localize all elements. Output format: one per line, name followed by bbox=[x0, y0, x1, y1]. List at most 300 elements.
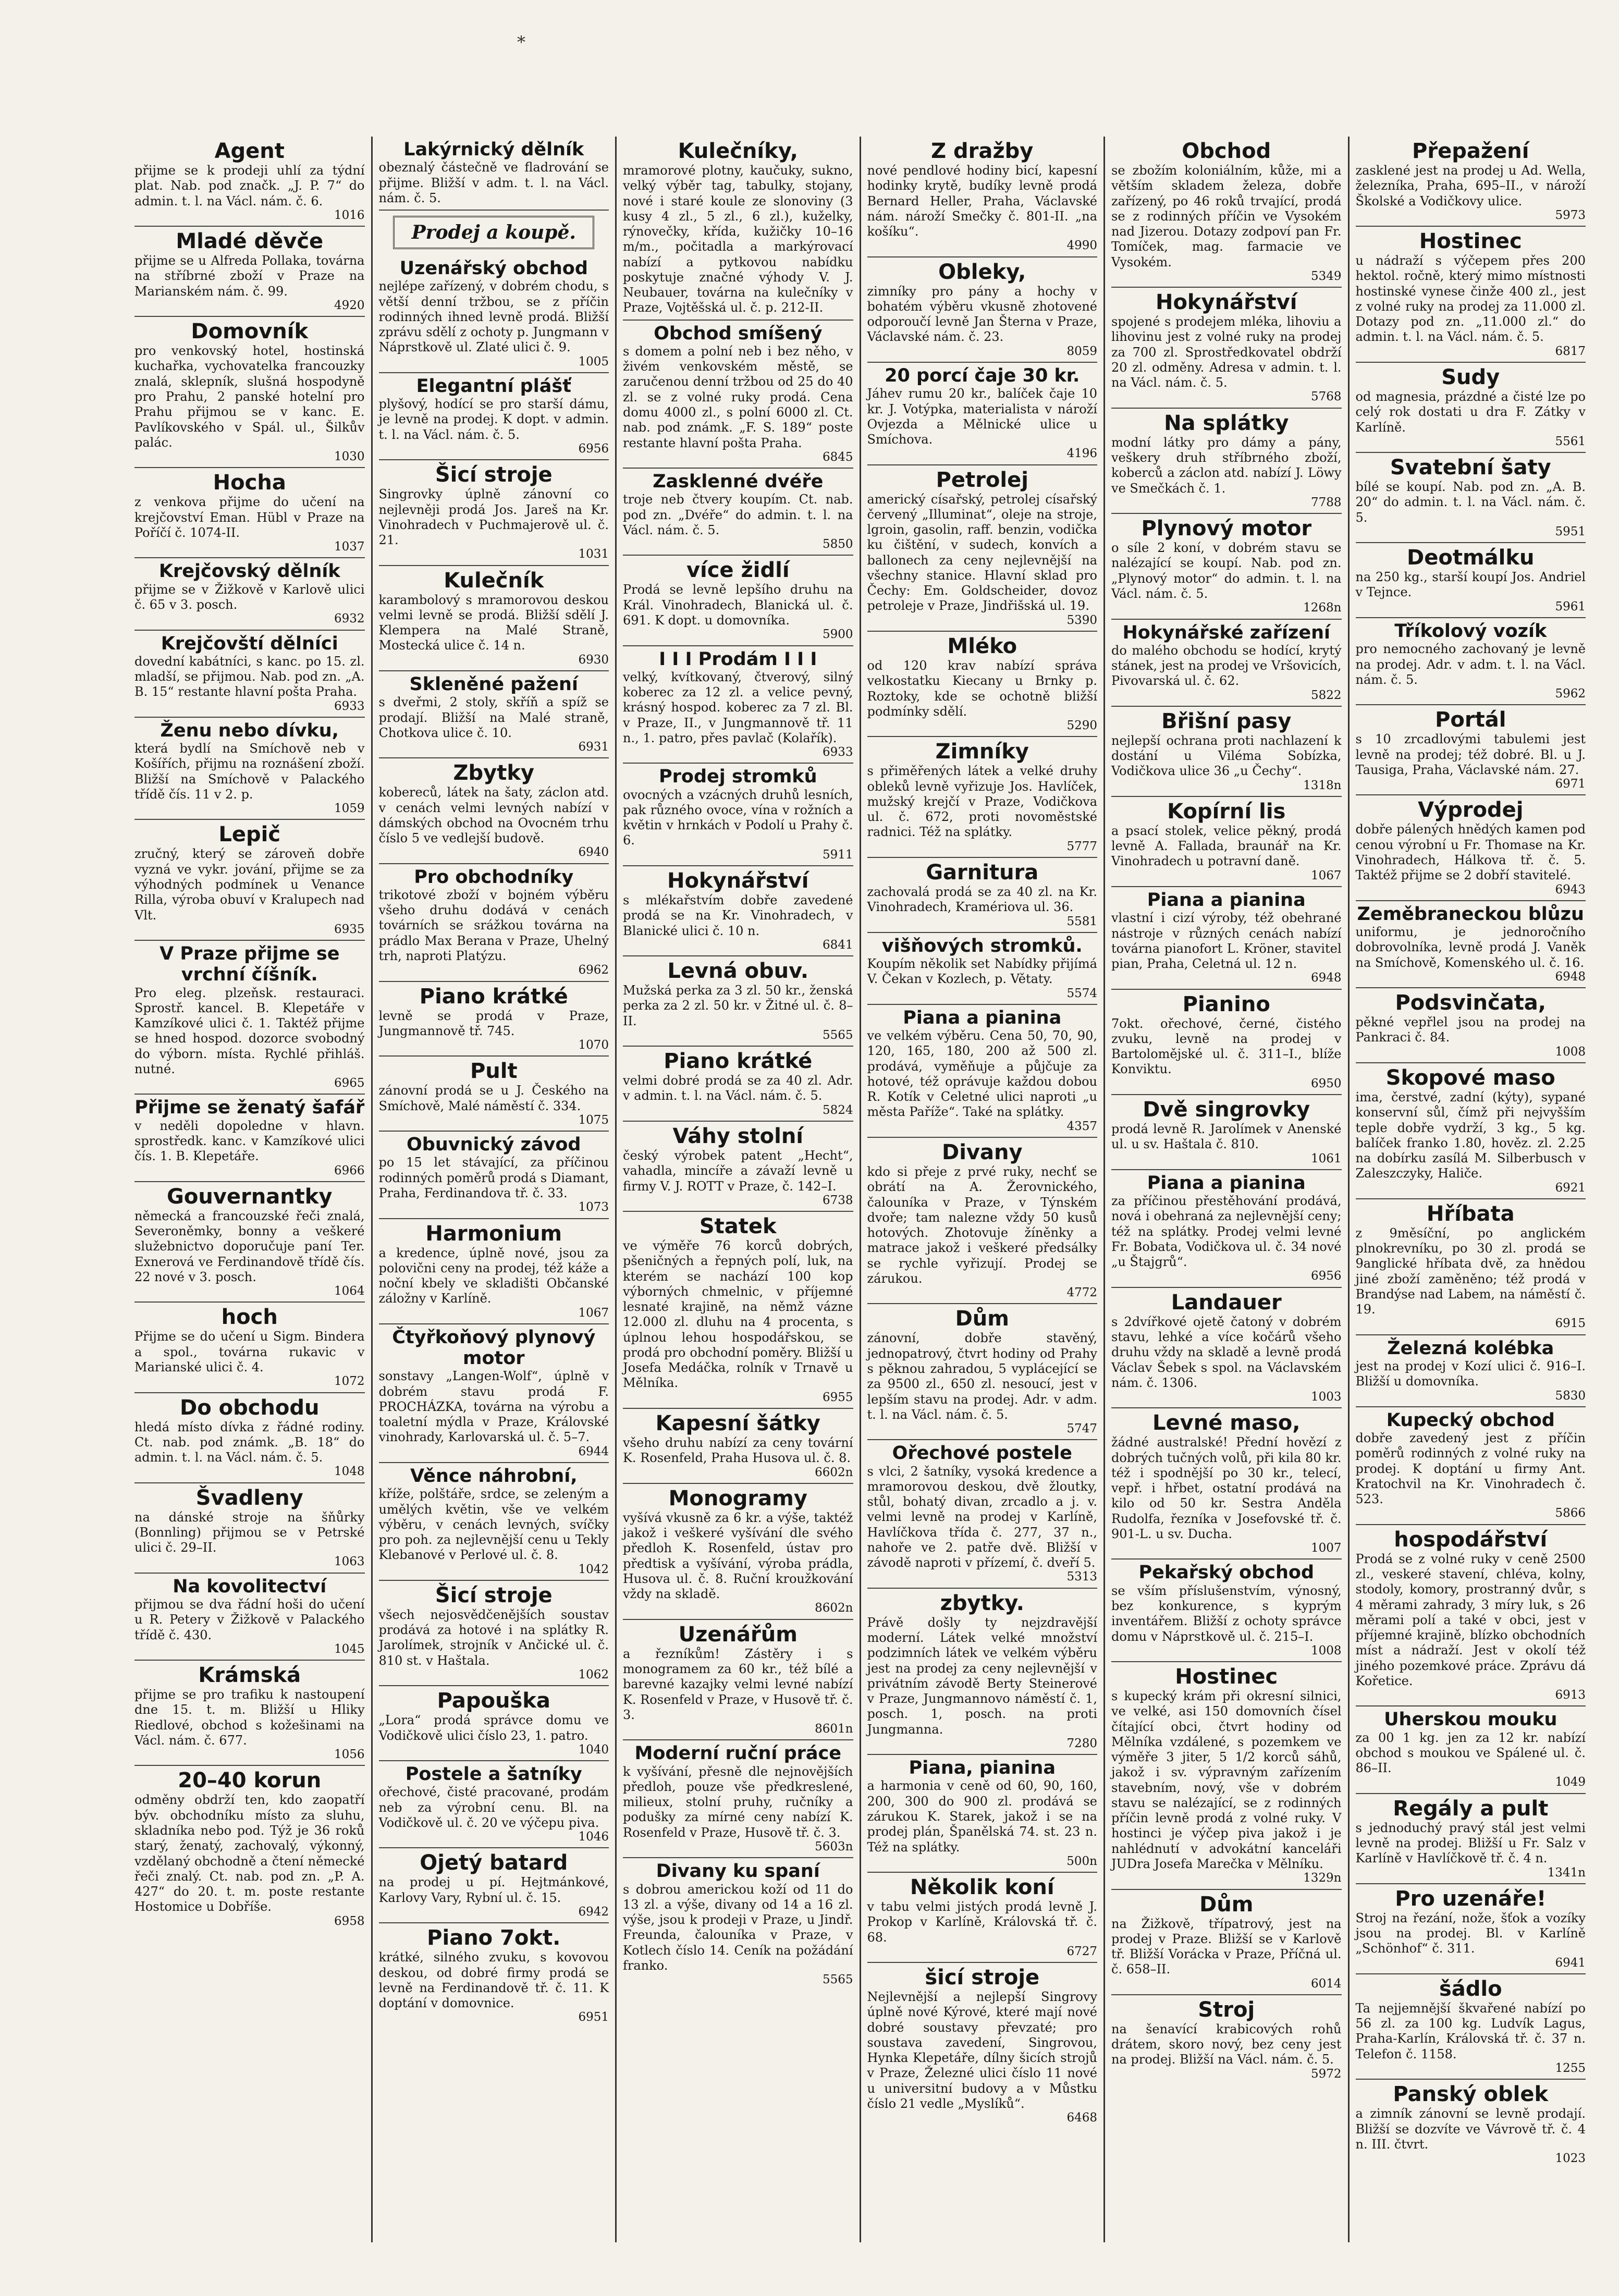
ad-text: od 120 krav nabízí správa velkostatku Kiecany u Brnky p. Roztoky, kde se ochotně bližší podmínky sdělí. bbox=[867, 658, 1097, 719]
ad-text: přijme se u Alfreda Pollaka, továrna na stříbrné zboží v Praze na Marianském nám. č. 99. bbox=[134, 253, 365, 299]
classified-ad bbox=[623, 1740, 853, 1858]
classified-ad bbox=[379, 1923, 609, 2028]
ad-title: Pianino bbox=[1182, 992, 1270, 1016]
ad-text: jest na prodej v Kozí ulici č. 916–I. Bližší u domovníka. bbox=[1355, 1359, 1586, 1389]
classified-ad bbox=[1356, 1407, 1586, 1525]
classified-ad bbox=[867, 1005, 1098, 1138]
classified-ad bbox=[134, 1182, 365, 1303]
ad-title: Domovník bbox=[191, 320, 309, 344]
ad-number: 1005 bbox=[578, 354, 609, 369]
ad-number: 1046 bbox=[578, 1830, 609, 1844]
ad-title: Papouška bbox=[437, 1689, 550, 1713]
ad-text: Singrovky úplně zánovní co nejlevněji prodá Jos. Jareš na Kr. Vinohradech v Puchmajerově ul. č. 21. bbox=[378, 487, 609, 548]
ad-text: velmi dobré prodá se za 40 zl. Adr. v admin. t. l. na Václ. nám. č. 5. bbox=[623, 1073, 853, 1103]
ad-number: 5972 bbox=[1310, 2067, 1342, 2081]
classified-ad bbox=[1356, 1525, 1586, 1707]
ad-text: přijme se v Žižkově v Karlově ulici č. 65 v 3. posch. bbox=[134, 582, 365, 612]
classified-ad bbox=[134, 227, 365, 317]
classified-ad bbox=[867, 1440, 1098, 1588]
ad-number: 1062 bbox=[578, 1667, 609, 1681]
ad-number: 8059 bbox=[1066, 344, 1097, 358]
classified-ad bbox=[623, 1858, 853, 1990]
ad-title: Tříkolový vozík bbox=[1394, 621, 1547, 642]
ad-title: Levná obuv. bbox=[667, 959, 809, 984]
classified-ad bbox=[1111, 288, 1342, 409]
ad-number: 1329n bbox=[1303, 1871, 1342, 1885]
ad-number: 6950 bbox=[1310, 1076, 1342, 1090]
classified-ad bbox=[623, 1620, 853, 1741]
section-rubric: Prodej a koupě. bbox=[393, 216, 594, 249]
ad-text: plyšový, hodící se pro starší dámu, je levně na prodej. K dopt. v admin. t. l. na Václ. nám. č. 5. bbox=[378, 397, 609, 442]
classified-ad bbox=[134, 1393, 365, 1483]
ad-title: Kapesní šátky bbox=[655, 1411, 820, 1436]
ad-title: Pekařský obchod bbox=[1138, 1562, 1315, 1583]
ad-text: na Žižkově, třípatrový, jest na prodej v Praze. Bližší se v Karlově tř. Bližší Vorácka v Praze, Příčná ul. č. 658–II. bbox=[1111, 1916, 1342, 1977]
ad-number: 5777 bbox=[1066, 839, 1097, 853]
classified-ad bbox=[1111, 137, 1342, 288]
ad-number: 6962 bbox=[578, 963, 609, 977]
classified-ad bbox=[1356, 1884, 1586, 1974]
classified-ad bbox=[867, 257, 1098, 363]
ad-title: Kulečníky, bbox=[678, 139, 798, 163]
ad-number: 5900 bbox=[822, 628, 853, 642]
ad-number: 1061 bbox=[1310, 1151, 1342, 1165]
ad-title: Lepič bbox=[218, 822, 281, 847]
classified-ad bbox=[623, 646, 853, 764]
ad-number: 1016 bbox=[334, 208, 365, 222]
ad-text: zachovalá prodá se za 40 zl. na Kr. Vinohradech, Kramériova ul. 36. bbox=[867, 885, 1097, 915]
ad-text: ve výměře 76 korců dobrých, pšeničných a řepných polí, luk, na kterém se nachází 100 kop výborných chmelnic, v příjemné lesnaté krajině, na němž vázne 12.000 zl. dluhu na 4 procenta, s úplnou lehou hospodářskou, se prodá pro obchodní poměry. Bližší u Josefa Medáčka, rolník v Trnavě u Mělníka. bbox=[623, 1238, 853, 1391]
classified-ad bbox=[379, 1581, 609, 1686]
ad-text: mramorové plotny, kaučuky, sukno, velký výběr tag, tabulky, stojany, nové i staré koule ze slonoviny (3 kusy 4 zl., 5 zl., 6 zl.), kuželky, rýnovečky, křída, kužičky 10–16 m/m., počitadla a markýrovací nabízí a pytkovou nabídku poskytuje značné výhody V. J. Neubauer, továrna na kulečníky v Praze, Vojtěšská ul. č. p. 212-II. bbox=[623, 163, 853, 315]
ad-number: 6966 bbox=[334, 1163, 365, 1177]
ad-number: 5961 bbox=[1555, 599, 1586, 613]
ad-number: 6468 bbox=[1066, 2111, 1097, 2125]
ad-text: s 10 zrcadlovými tabulemi jest levně na prodej; též dobré. Bl. u J. Tausiga, Praha, Václavské nám. 27. bbox=[1355, 732, 1586, 777]
ad-title: šicí stroje bbox=[925, 1966, 1040, 1990]
classified-ad bbox=[379, 373, 609, 460]
ad-text: s jednoduchý pravý stál jest velmi levně na prodej. Bližší u Fr. Salz v Karlíně v Havlíčkově tř. č. 4 n. bbox=[1355, 1820, 1586, 1866]
ad-number: 4357 bbox=[1066, 1119, 1097, 1133]
classified-ad bbox=[379, 1132, 609, 1219]
ad-title: Landauer bbox=[1171, 1290, 1282, 1315]
classified-ad bbox=[1111, 990, 1342, 1095]
ad-title: Hokynářství bbox=[667, 868, 809, 893]
ad-text: Přijme se do učení u Sigm. Bindera a spol., továrna rukavic v Marianské ulici č. 4. bbox=[134, 1329, 365, 1374]
ad-title: Z dražby bbox=[931, 139, 1034, 163]
ad-title: višňových stromků. bbox=[881, 935, 1083, 956]
ad-title: Dvě singrovky bbox=[1143, 1098, 1310, 1122]
classified-ad bbox=[379, 982, 609, 1057]
ad-text: Právě došly ty nejzdravější moderní. Látek velké množství podzimních látek ve velkém výběru jest na prodej za ceny nejlevnější v privátním závodě Berty Steinerové v Praze, Jungmannovo náměstí č. 1, posch. 1, posch. na proti Jungmanna. bbox=[867, 1615, 1097, 1737]
ad-title: zbytky. bbox=[940, 1591, 1024, 1615]
ad-title: Zimníky bbox=[935, 740, 1029, 764]
ad-title: Ženu nebo dívku, bbox=[160, 720, 339, 741]
ad-number: 5830 bbox=[1555, 1389, 1586, 1403]
ad-number: 1067 bbox=[578, 1306, 609, 1320]
classified-ad bbox=[379, 255, 609, 373]
classified-ad bbox=[623, 764, 853, 866]
ad-text: žádné australské! Přední hovězí z dobrých tučných volů, při kila 80 kr. též i spodnější po 30 kr., telecí, vepř. i hřbet, ostatní prodává na kilo od 50 kr. Sestra Anděla Rudolfa, řezníka v Josefovské tř. č. 901-L. u sv. Ducha. bbox=[1111, 1435, 1342, 1541]
ad-title: Váhy stolní bbox=[672, 1124, 804, 1148]
ad-title: Svatební šaty bbox=[1390, 456, 1551, 480]
ad-text: a zimník zánovní se levně prodají. Bližší se dozvíte ve Vávrově tř. č. 4 n. III. čtvrt. bbox=[1355, 2106, 1586, 2152]
classified-ad bbox=[867, 1304, 1098, 1440]
ad-text: všeho druhu nabízí za ceny tovární K. Rosenfeld, Praha Husova ul. č. 8. bbox=[623, 1435, 853, 1466]
ad-number: 6948 bbox=[1555, 969, 1586, 984]
classified-ad bbox=[1356, 705, 1586, 795]
ad-number: 6935 bbox=[334, 922, 365, 936]
ad-text: u nádraží s výčepem přes 200 hektol. ročně, který mimo místnosti hostinské vynese činže 400 zl., jest z volné ruky na prodej za 11.000 zl. Dotazy pod zn. „11.000 zl.“ do admin. t. l. na Václ. nám. č. 5. bbox=[1355, 253, 1586, 345]
ad-number: 5313 bbox=[1066, 1570, 1097, 1584]
column-3 bbox=[615, 137, 860, 2242]
classified-ad bbox=[867, 1589, 1098, 1755]
ad-title: Hříbata bbox=[1426, 1201, 1515, 1226]
classified-ad bbox=[1356, 363, 1586, 453]
ad-text: prodá levně R. Jarolímek v Anenské ul. u sv. Haštala č. 810. bbox=[1111, 1122, 1342, 1152]
classified-ad bbox=[1356, 1335, 1586, 1407]
ad-text: odměny obdrží ten, kdo zaopatří býv. obchodníku místo za sluhu, skladníka nebo pod. Týž je 36 roků starý, ženatý, zachovalý, výkonný, vzdělaný obchodně a čtení německé řeči znalý. Ct. nab. pod zn. „P. A. 427“ do 20. t. m. poste restante Hostomice u Dobříše. bbox=[134, 1792, 365, 1914]
ad-number: 6932 bbox=[334, 612, 365, 626]
ad-number: 1070 bbox=[578, 1038, 609, 1052]
ad-text: s přiměřených látek a velké druhy obleků levně vyřizuje Jos. Havlíček, mužský krejčí v Praze, Vodičkova ul. č. 672, proti novoměstské radnici. Též na splátky. bbox=[867, 764, 1097, 840]
classified-ad bbox=[134, 1095, 365, 1182]
ad-text: Stroj na řezání, nože, šťok a vozíky jsou na prodej. Bl. v Karlíně „Schönhof“ č. 311. bbox=[1355, 1910, 1586, 1956]
ad-text: přijme se k prodeji uhlí za týdní plat. Nab. pod značk. „J. P. 7“ do admin. t. l. na Václ. nám. č. 6. bbox=[134, 163, 365, 208]
ad-number: 1007 bbox=[1310, 1541, 1342, 1555]
ad-title: hospodářství bbox=[1394, 1527, 1548, 1552]
ad-title: Prodej stromků bbox=[659, 766, 817, 788]
classified-ad bbox=[867, 465, 1098, 632]
ad-number: 1037 bbox=[334, 540, 365, 554]
classified-ad bbox=[1111, 887, 1342, 990]
ad-title: Kulečník bbox=[444, 568, 544, 593]
classified-ad bbox=[867, 737, 1098, 858]
column-5 bbox=[1103, 137, 1348, 2242]
ad-number: 6014 bbox=[1310, 1976, 1342, 1991]
ad-number: 6951 bbox=[578, 2010, 609, 2024]
classified-ad bbox=[379, 1761, 609, 1848]
ad-text: český výrobek patent „Hecht“, vahadla, mincíře a závaží levně u firmy V. J. ROTT v Praze, č. 142–I. bbox=[623, 1148, 853, 1194]
ad-number: 1008 bbox=[1310, 1643, 1342, 1657]
ad-title: Dům bbox=[955, 1307, 1009, 1331]
ad-title: Ojetý batard bbox=[420, 1851, 568, 1875]
classified-ad bbox=[134, 1661, 365, 1766]
ad-title: Petrolej bbox=[936, 468, 1028, 492]
ad-text: levně se prodá v Praze, Jungmannově tř. 745. bbox=[378, 1008, 609, 1038]
classified-ad bbox=[867, 1873, 1098, 1963]
ad-number: 500n bbox=[1066, 1854, 1097, 1868]
ad-title: více židlí bbox=[686, 558, 790, 583]
ad-text: Pro eleg. plzeňsk. restauraci. Sprostř. kancel. B. Klepetáře v Kamzíkové ulici č. 1. Taktéž přijme se hned hospod. dozorce svobodný do výborn. místa. Rychlé přihláš. nutné. bbox=[134, 985, 365, 1076]
ad-number: 5850 bbox=[822, 537, 853, 551]
ad-number: 6943 bbox=[1555, 882, 1586, 897]
ad-title: Plynový motor bbox=[1141, 517, 1312, 541]
ad-text: a psací stolek, velice pěkný, prodá levně A. Fallada, braunář na Kr. Vinohradech u potravní daně. bbox=[1111, 823, 1342, 869]
ad-title: Na splátky bbox=[1164, 411, 1289, 435]
ad-number: 7788 bbox=[1310, 495, 1342, 509]
ad-title: Monogramy bbox=[668, 1486, 807, 1511]
ad-text: ima, čerstvé, zadní (kýty), sypané konservní sůl, čímž při nejvyšším teple dobře vydrží, 3 kg., 5 kg. balíček franko 1.80, hověz. zl. 2.25 na dobírku zasílá M. Silberbusch v Zaleszczyky, Haliče. bbox=[1355, 1089, 1586, 1181]
classified-ad bbox=[1111, 409, 1342, 514]
ad-text: ovocných a vzácných druhů lesních, pak různého ovoce, vína v rožních a květin v hrnkách v Podolí u Prahy č. 6. bbox=[623, 787, 853, 848]
ad-text: zánovní prodá se u J. Českého na Smíchově, Malé náměstí č. 334. bbox=[378, 1083, 609, 1113]
ad-number: 5768 bbox=[1310, 390, 1342, 404]
ad-number: 1073 bbox=[578, 1200, 609, 1214]
ad-text: uniformu, je jednoročního dobrovolníka, levně prodá J. Vaněk na Smíchově, Komenského ul. č. 16. bbox=[1355, 925, 1586, 970]
ad-text: z venkova přijme do učení na krejčovství Eman. Hübl v Praze na Poříčí č. 1074-II. bbox=[134, 495, 365, 540]
ad-number: 5565 bbox=[822, 1973, 853, 1987]
ad-number: 6930 bbox=[578, 653, 609, 667]
ad-title: Harmonium bbox=[425, 1221, 562, 1246]
ad-title: Gouvernantky bbox=[167, 1184, 333, 1209]
ad-number: 5973 bbox=[1555, 208, 1586, 222]
ad-title: Hostinec bbox=[1175, 1665, 1278, 1689]
ad-number: 5747 bbox=[1066, 1422, 1097, 1436]
classified-ad bbox=[134, 718, 365, 820]
ad-number: 5581 bbox=[1066, 914, 1097, 928]
ad-text: do malého obchodu se hodící, krytý stánek, jest na prodej ve Vršovicích, Pivovarská ul. č. 62. bbox=[1111, 643, 1342, 689]
ad-text: kobereců, látek na šaty, záclon atd. v cenách velmi levných nabízí v dámských obchod na Ovocném trhu číslo 5 ve vedlejší budově. bbox=[378, 785, 609, 846]
ad-title: Piana a pianina bbox=[1147, 890, 1306, 911]
ad-text: nové pendlové hodiny bicí, kapesní hodinky krytě, budíky levně prodá Bernard Heller, Praha, Václavské nám. nároží Smečky č. 801-II. „na košíku“. bbox=[867, 163, 1097, 239]
classified-ad bbox=[867, 137, 1098, 257]
ad-title: Krejčovský dělník bbox=[158, 561, 340, 582]
ad-number: 1075 bbox=[578, 1113, 609, 1127]
ad-text: pěkné vepřlel jsou na prodej na Pankraci č. 84. bbox=[1355, 1015, 1586, 1045]
ad-text: po 15 let stávající, za příčinou rodinných poměrů prodá s Diamant, Praha, Ferdinandova tř. č. 33. bbox=[378, 1155, 609, 1200]
ad-number: 1255 bbox=[1555, 2061, 1586, 2075]
ad-number: 1045 bbox=[334, 1642, 365, 1656]
classified-ad bbox=[379, 1848, 609, 1923]
ad-text: dobře zavedený jest z příčin poměrů rodinných z volné ruky na prodej. K doptání u firmy Ant. Kratochvil na Kr. Vinohradech č. 523. bbox=[1355, 1431, 1586, 1507]
ad-number: 1049 bbox=[1555, 1775, 1586, 1789]
ad-title: Stroj bbox=[1198, 1997, 1255, 2022]
classified-ad bbox=[1111, 797, 1342, 887]
classified-ad bbox=[1111, 1662, 1342, 1889]
ad-number: 6727 bbox=[1066, 1944, 1097, 1958]
classified-ad bbox=[623, 956, 853, 1047]
classified-ad bbox=[134, 317, 365, 468]
ad-number: 6931 bbox=[578, 740, 609, 754]
classified-ad bbox=[1356, 795, 1586, 901]
ad-number: 5911 bbox=[822, 848, 853, 862]
classified-ad bbox=[134, 558, 365, 630]
classified-ad bbox=[1356, 453, 1586, 543]
classified-ad bbox=[1111, 514, 1342, 619]
ad-number: 1063 bbox=[334, 1555, 365, 1569]
classified-ad bbox=[379, 864, 609, 982]
ad-title: Obleky, bbox=[938, 260, 1026, 284]
ad-text: Prodá se z volné ruky v ceně 2500 zl., veskeré stavení, chléva, kolny, stodoly, komory, prostranný dvůr, s 4 měrami zahrady, 3 míry luk, s 26 měrami polí a také v obci, jest v příjemné krajině, blízko obchodních míst a nádraží. Jest v okolí též jiného pozemkové práce. Zprávu dá Kořetice. bbox=[1355, 1551, 1586, 1688]
ad-title: Divany ku spaní bbox=[656, 1861, 820, 1882]
ad-text: zasklené jest na prodej u Ad. Wella, železníka, Praha, 695–II., v nároží Školské a Vodičkovy ulice. bbox=[1355, 163, 1586, 208]
ad-title: šádlo bbox=[1439, 1976, 1502, 2001]
classified-ad bbox=[1356, 1706, 1586, 1794]
ad-title: I I I Prodám I I I bbox=[659, 648, 817, 670]
ad-title: Zeměbraneckou blůzu bbox=[1357, 903, 1584, 925]
ad-title: Piano krátké bbox=[664, 1049, 813, 1074]
ad-text: v neděli dopoledne v hlavn. sprostředk. kanc. v Kamzíkové ulici čís. 1. B. Klepetáře. bbox=[134, 1118, 365, 1164]
classified-ad bbox=[1111, 1890, 1342, 1995]
classified-ad bbox=[1111, 707, 1342, 797]
ad-number: 1031 bbox=[578, 547, 609, 561]
ad-number: 4772 bbox=[1066, 1286, 1097, 1300]
ad-text: přijmou se dva řádní hoši do učení u R. Petery v Žižkově v Palackého třídě č. 430. bbox=[134, 1597, 365, 1642]
classified-ad bbox=[867, 858, 1098, 933]
classified-ad bbox=[1111, 1170, 1342, 1288]
ad-title: Pult bbox=[470, 1059, 518, 1084]
ad-number: 6941 bbox=[1555, 1956, 1586, 1970]
ad-title: Hokynářské zařízení bbox=[1122, 622, 1331, 643]
ad-text: trikotové zboží v bojném výběru všeho druhu dodává v cenách továrních se srážkou továrna na prádlo Max Berana v Praze, Uhelný trh, naproti Platýzu. bbox=[378, 887, 609, 963]
ad-number: 6958 bbox=[334, 1914, 365, 1928]
ad-title: Hokynářství bbox=[1155, 290, 1297, 315]
ad-number: 6944 bbox=[578, 1444, 609, 1458]
ad-text: zručný, který se zároveň dobře vyzná ve vykr. jování, přijme se za výhodných podmínek u Venance Rilla, výroba obuví v Kralupech nad Vlt. bbox=[134, 846, 365, 923]
classified-ad bbox=[134, 1303, 365, 1393]
ad-text: na prodej u pí. Hejtmánkové, Karlovy Vary, Rybní ul. č. 15. bbox=[378, 1875, 609, 1905]
ad-text: Mužská perka za 3 zl. 50 kr., ženská perka za 2 zl. 50 kr. v Žitné ul. č. 8–II. bbox=[623, 983, 853, 1028]
ad-text: ve velkém výběru. Cena 50, 70, 90, 120, 165, 180, 200 až 500 zl. prodává, vyměňuje a půjčuje za hotové, též oprávuje každou dobou R. Kotík v Celetné ulici naproti „u města Paříže“. Také na splátky. bbox=[867, 1028, 1097, 1120]
ad-text: s dobrou americkou koží od 11 do 13 zl. a výše, divany od 14 a 16 zl. výše, jsou k prodeji v Praze, u Jindř. Freunda, čalouníka v Praze, v Kotlech číslo 14. Ceník na požádání franko. bbox=[623, 1882, 853, 1973]
classified-ad bbox=[1111, 1560, 1342, 1662]
classified-ad bbox=[623, 321, 853, 469]
ad-number: 1040 bbox=[578, 1742, 609, 1757]
ad-number: 1048 bbox=[334, 1465, 365, 1479]
ad-text: zimníky pro pány a hochy v bohatém výběru vkusně zhotovené odporoučí levně Jan Šterna v Praze, Václavské nám. č. 23. bbox=[867, 284, 1097, 345]
classified-ad bbox=[134, 631, 365, 718]
ad-text: zánovní, dobře stavěný, jednopatrový, čtvrt hodiny od Prahy s pěknou zahradou, 5 vyplácející se za 9500 zl., 650 zl. nesoucí, jest v lepším stavu na prodej. Adr. v adm. t. l. na Václ. nám. č. 5. bbox=[867, 1331, 1097, 1422]
classified-ad bbox=[379, 1324, 609, 1463]
ad-number: 6956 bbox=[578, 441, 609, 456]
classified-ad bbox=[1356, 2080, 1586, 2169]
ad-title: V Praze přijme se vrchní číšník. bbox=[160, 943, 340, 986]
ad-title: Piana, pianina bbox=[909, 1758, 1056, 1779]
ad-title: Železná kolébka bbox=[1387, 1337, 1554, 1359]
ad-number: 6971 bbox=[1555, 777, 1586, 791]
ad-number: 6940 bbox=[578, 845, 609, 860]
ad-text: za příčinou přestěhování prodává, nová i obehraná za nejlevnější ceny; též na splátky. Prodej velmi levné Fr. Bobata, Vodičkova ul. č. 34 nové „u Štajgrů“. bbox=[1111, 1194, 1342, 1270]
classified-ad bbox=[623, 1212, 853, 1409]
ad-title: Obchod smíšený bbox=[654, 323, 823, 344]
ad-title: Uherskou mouku bbox=[1384, 1709, 1557, 1730]
ad-text: modní látky pro dámy a pány, veškery druh stříbrného zboží, koberců a záclon atd. nabízí J. Löwy ve Smečkách č. 1. bbox=[1111, 435, 1342, 496]
ad-title: Divany bbox=[941, 1140, 1023, 1165]
column-1 bbox=[134, 137, 371, 2242]
classified-ad bbox=[1356, 901, 1586, 988]
ad-title: Piano 7okt. bbox=[427, 1926, 561, 1950]
classified-ad bbox=[134, 1766, 365, 1931]
classified-ad bbox=[134, 1483, 365, 1574]
ad-text: vlastní i cizí výroby, též obehrané nástroje v různých cenách nabízí továrna pianofort L. Kröner, stavitel pian, Praha, Celetná ul. 12 n. bbox=[1111, 911, 1342, 972]
ad-text: vyšívá vkusně za 6 kr. a výše, taktéž jakož i veškeré vyšívání dle svého předloh K. Rosenfeld, ústav pro předtisk a vyšívání, výroba prádla, Husova ul. č. 8. Ruční kroužkování vždy na skladě. bbox=[623, 1510, 853, 1602]
ad-number: 1008 bbox=[1555, 1045, 1586, 1059]
ad-title: Pro uzenáře! bbox=[1395, 1886, 1547, 1911]
classified-ad bbox=[1111, 1288, 1342, 1409]
ad-title: Věnce náhrobní, bbox=[410, 1466, 578, 1487]
ad-number: 5822 bbox=[1310, 688, 1342, 702]
ad-text: německá a francouzské řeči znalá, Severoněmky, bonny a veškeré služebnictvo doporučuje paní Ter. Exnerová ve Ferdinandově třídě čís. 22 nové v 3. posch. bbox=[134, 1208, 365, 1284]
classified-ad bbox=[1111, 620, 1342, 707]
classified-ad bbox=[623, 1122, 853, 1212]
ad-text: Prodá se levně lepšího druhu na Král. Vinohradech, Blanická ul. č. 691. K dopt. u domovníka. bbox=[623, 582, 853, 628]
classified-ad bbox=[623, 137, 853, 321]
ad-text: kdo si přeje z prvé ruky, nechť se obrátí na A. Žerovnického, čalouníka v Praze, v Týnském dvoře; tam nalezne vždy 50 kusů hotových. Zhotovuje žíněnky a matrace jakož i veškeré předsálky se rychle vyřizují. Prodej se zárukou. bbox=[867, 1164, 1097, 1286]
ad-number: 1042 bbox=[578, 1562, 609, 1576]
ad-title: Hostinec bbox=[1419, 229, 1522, 254]
ad-number: 1056 bbox=[334, 1748, 365, 1762]
classified-ad bbox=[1356, 988, 1586, 1063]
classified-ad bbox=[867, 1755, 1098, 1873]
ad-title: Moderní ruční práce bbox=[634, 1743, 841, 1764]
ad-title: Levné maso, bbox=[1152, 1411, 1301, 1435]
classified-ad bbox=[134, 820, 365, 941]
ad-number: 6921 bbox=[1555, 1181, 1586, 1195]
classified-ad bbox=[379, 758, 609, 864]
ad-text: obeznalý částečně ve fladrování se přijme. Bližší v adm. t. l. na Václ. nám. č. 5. bbox=[378, 160, 609, 205]
ad-title: Do obchodu bbox=[180, 1395, 320, 1420]
ad-title: Mladé děvče bbox=[176, 229, 324, 254]
ad-title: Sudy bbox=[1441, 365, 1500, 389]
ad-title: Uzenářům bbox=[678, 1622, 798, 1647]
column-4 bbox=[860, 137, 1104, 2242]
ad-number: 1030 bbox=[334, 450, 365, 464]
ad-title: Šicí stroje bbox=[435, 463, 553, 487]
ad-title: Krámská bbox=[198, 1663, 301, 1688]
ad-title: Přepažení bbox=[1412, 139, 1529, 163]
ad-text: z 9měsíční, po anglickém plnokrevníku, po 30 zl. prodá se 9anglické hříbata dvě, za hnědou jiné zboží zaměněno; též prodá v Brandýse nad Labem, na náměstí č. 19. bbox=[1355, 1225, 1586, 1317]
ad-text: na šenavící krabicových rohů drátem, skoro nový, bez ceny jest na prodej. Bližší na Václ. nám. č. 5. bbox=[1111, 2021, 1342, 2067]
top-mark: * bbox=[517, 32, 525, 52]
ad-number: 6955 bbox=[822, 1390, 853, 1404]
ad-number: 1341n bbox=[1547, 1865, 1586, 1880]
ad-text: spojené s prodejem mléka, lihoviu a lihovinu jest z volné ruky na prodej za 700 zl. Sprostředkovatel obdrží 20 zl. odměny. Adresa v admin. t. l. na Václ. nám. č. 5. bbox=[1111, 314, 1342, 390]
classified-ad bbox=[623, 469, 853, 556]
ad-title: Švadleny bbox=[195, 1485, 303, 1510]
ad-text: s kupecký krám při okresní silnici, ve velké, asi 150 domovních čísel čítající obci, čtvrt hodiny od Mělníka vzdálené, s pozemkem ve výměře 3 jiter, 5 1/2 korců sáhů, jakož i sv. výpravným zařízením stavebním, nový, vše v dobrém stavu se nalézající, se z rodinných příčin levně prodá z volné ruky. V hostinci je výčep piva jakož i je nahlédnutí v advokátní kanceláři JUDra Josefa Marečka v Mělníku. bbox=[1111, 1689, 1342, 1872]
ad-number: 1067 bbox=[1310, 868, 1342, 882]
ad-title: Krejčovští dělníci bbox=[161, 633, 338, 654]
ad-title: Šicí stroje bbox=[435, 1583, 553, 1607]
ad-number: 4920 bbox=[334, 298, 365, 312]
ad-title: 20 porcí čaje 30 kr. bbox=[885, 365, 1080, 386]
classified-ad bbox=[134, 1574, 365, 1661]
ad-title: Podsvinčata, bbox=[1395, 991, 1546, 1015]
ad-title: Skopové maso bbox=[1385, 1065, 1555, 1090]
ad-title: Portál bbox=[1435, 708, 1506, 732]
ad-number: 5951 bbox=[1555, 524, 1586, 538]
ad-title: Dům bbox=[1199, 1892, 1254, 1917]
ad-number: 6915 bbox=[1555, 1317, 1586, 1331]
classified-ad bbox=[623, 1047, 853, 1122]
ad-title: Garnitura bbox=[926, 861, 1039, 885]
ad-number: 5574 bbox=[1066, 986, 1097, 1000]
ad-text: za 00 1 kg. jen za 12 kr. nabízí obchod s moukou ve Spálené ul. č. 86–II. bbox=[1355, 1730, 1586, 1776]
ad-title: Kopírní lis bbox=[1167, 799, 1286, 824]
ad-number: 6956 bbox=[1310, 1269, 1342, 1283]
ad-number: 5824 bbox=[822, 1103, 853, 1117]
classified-ad bbox=[134, 941, 365, 1095]
ad-title: Obchod bbox=[1182, 139, 1271, 163]
classified-ad bbox=[1356, 618, 1586, 705]
ad-text: se vším příslušenstvím, výnosný, bez konkurence, s kyprým inventářem. Bližší z ochoty správce domu v Náprstkově ul. č. 215–I. bbox=[1111, 1583, 1342, 1644]
ad-number: 8602n bbox=[815, 1601, 853, 1615]
ad-number: 1064 bbox=[334, 1284, 365, 1298]
ad-text: sonstavy „Langen-Wolf“, úplně v dobrém stavu prodá F. PROCHÁZKA, továrna na výrobu a toaletní mýdla v Praze, Královské vinohrady, Karlovarská ul. č. 5–7. bbox=[378, 1369, 609, 1445]
ad-text: dobře pálených hnědých kamen pod cenou výrobní u Fr. Thomase na Kr. Vinohradech, Hálkova tř. č. 5. Taktéž přijme se 2 dobří stavitelé. bbox=[1355, 822, 1586, 883]
ad-text: s mlékařstvím dobře zavedené prodá se na Kr. Vinohradech, v Blanické ulici č. 10 n. bbox=[623, 892, 853, 938]
